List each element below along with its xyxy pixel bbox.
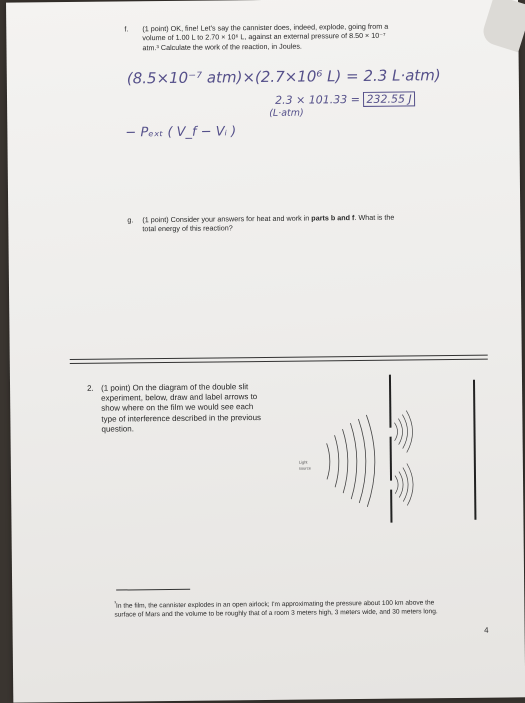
footnote-line-2: surface of Mars and the volume to be roughly that of a room 3 meters high, 3 meters wide, and 30 meters long. [114, 607, 494, 620]
light-source-wave-6 [366, 415, 375, 507]
question-f-letter: f. [124, 24, 128, 33]
light-source-wave-4 [350, 423, 357, 499]
question-2-line-4: type of interference described in the previous [101, 412, 301, 424]
slit-1-wave-1 [394, 423, 397, 441]
slit-2-wave-3 [403, 467, 408, 501]
slit-barrier-top [390, 375, 391, 428]
handwritten-work-formula: − Pₑₓₜ ( V_f − Vᵢ ) [125, 124, 236, 140]
handwritten-conversion-text: 2.3 × 101.33 = [275, 93, 360, 107]
question-2-number: 2. [87, 384, 94, 393]
question-2-text [101, 382, 302, 435]
question-f-line-3: atm.³ Calculate the work of the reaction, in Joules. [142, 40, 482, 53]
light-source-wave-3 [342, 429, 348, 493]
slit-2-wave-1 [395, 476, 398, 494]
diagram-label-light: Light [299, 460, 309, 465]
question-g-line-2: total energy of this reaction? [142, 221, 482, 234]
question-g-letter: g. [127, 215, 133, 224]
page-number: 4 [484, 626, 489, 635]
footnote-line-1-text: In the film, the cannister explodes in an open airlock; I'm approximating the pressure about 100 km above the [116, 599, 434, 609]
handwritten-answer: 232.55 J [363, 91, 414, 107]
footnote-marker: ³ [114, 601, 116, 607]
question-2-line-5: question. [101, 422, 301, 434]
worksheet-page [6, 0, 525, 703]
question-2-line-1: (1 point) On the diagram of the double slit [101, 382, 301, 394]
footnote [114, 596, 494, 621]
light-source-wave-1 [327, 443, 330, 479]
slit-1-wave-3 [402, 415, 407, 449]
question-f-text [142, 21, 482, 53]
question-f-line-1: (1 point) OK, fine! Let's say the cannister does, indeed, explode, going from a [142, 21, 482, 34]
double-slit-diagram [286, 372, 488, 534]
question-g-text [142, 212, 482, 234]
question-g-line-1-end: . What is the [354, 213, 394, 222]
question-g-line-1-start: (1 point) Consider your answers for heat and work in [142, 213, 311, 224]
slit-1-wave-2 [398, 419, 402, 445]
light-source-wave-2 [335, 435, 340, 487]
folded-corner [480, 0, 525, 52]
light-source-wave-5 [358, 419, 366, 503]
diagram-label-source: source [299, 466, 312, 471]
handwritten-units: (L·atm) [269, 108, 304, 119]
question-g-bold-parts: parts b and f [311, 213, 354, 222]
film-screen [474, 380, 475, 520]
footnote-rule [116, 589, 190, 591]
question-f-line-2: volume of 1.00 L to 2.70 × 10⁶ L, against an external pressure of 8.50 × 10⁻⁷ [142, 30, 482, 43]
question-2-line-2: experiment, below, draw and label arrows to [101, 392, 301, 404]
handwritten-calculation: (8.5×10⁻⁷ atm)×(2.7×10⁶ L) = 2.3 L·atm) [127, 66, 441, 87]
question-2-line-3: show where on the film we would see each [101, 402, 301, 414]
handwritten-conversion [275, 92, 415, 106]
slit-2-wave-2 [399, 472, 403, 498]
